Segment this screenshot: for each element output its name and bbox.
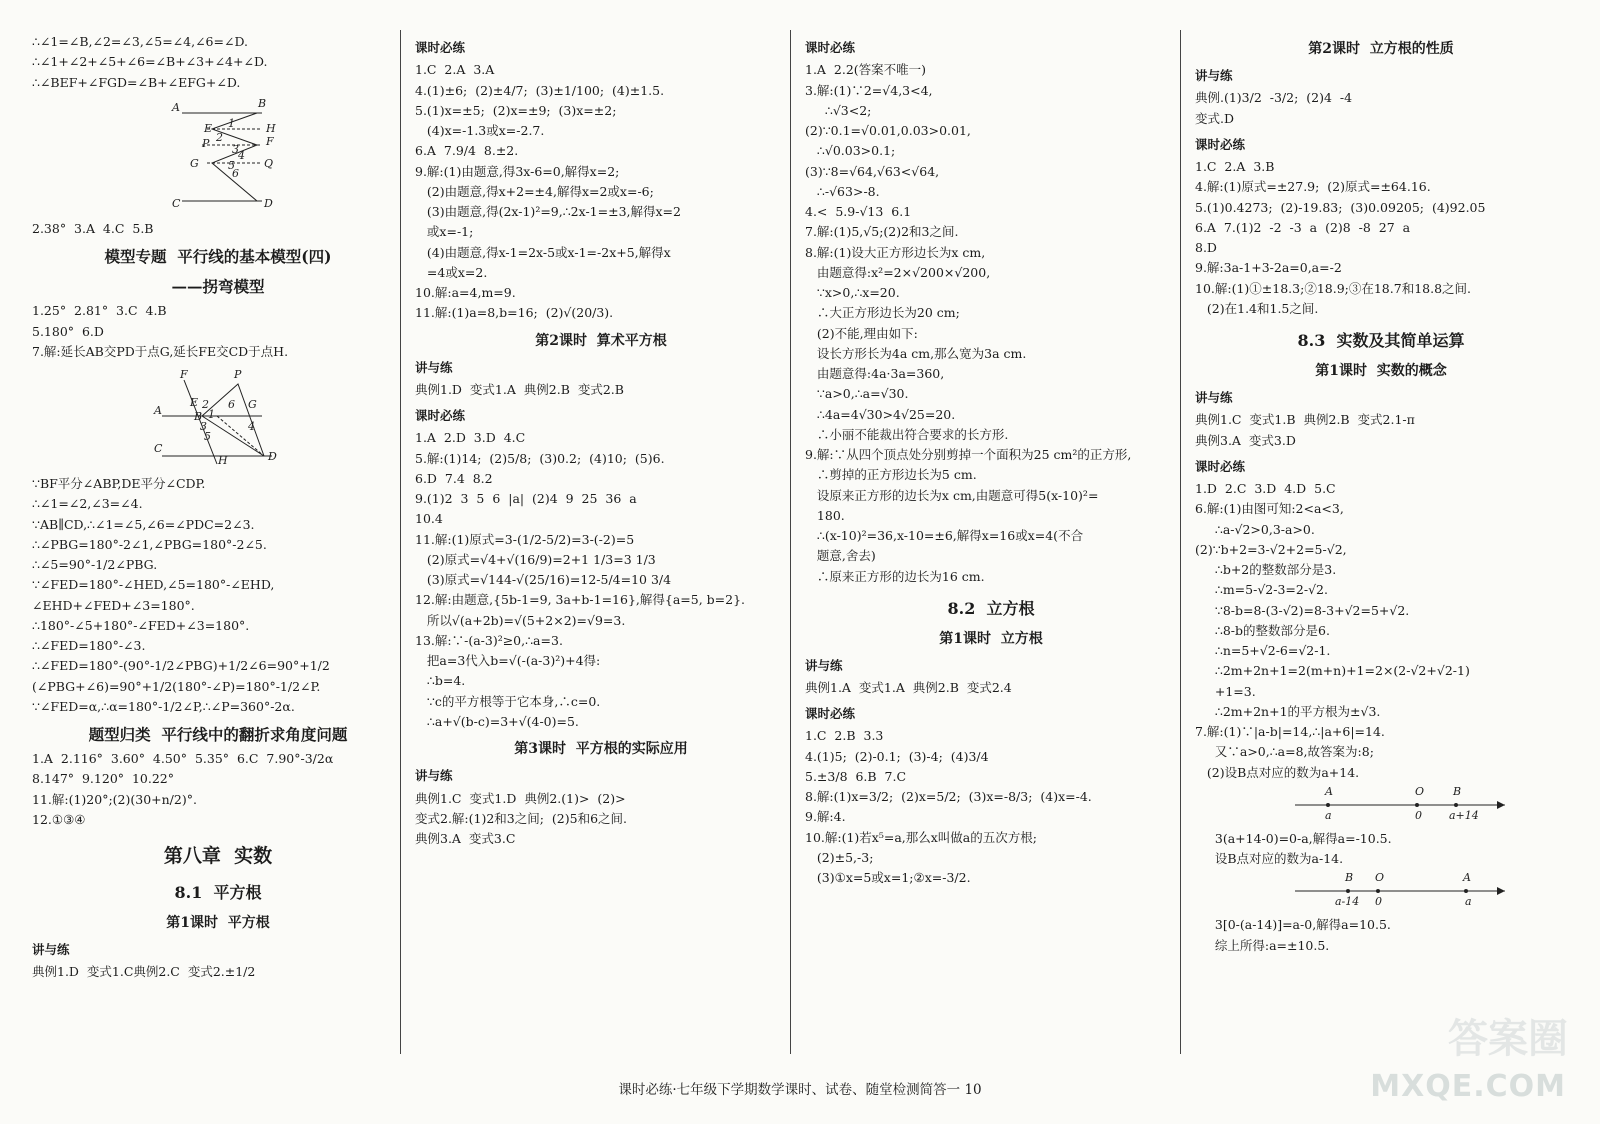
answer-line: 1.C 2.A 3.A	[415, 62, 495, 78]
answer-line: 8.解:(1)设大正方形边长为x cm,	[805, 244, 986, 260]
answer-line: 2.38° 3.A 4.C 5.B	[32, 220, 154, 236]
heading: 模型专题 平行线的基本模型(四)	[104, 247, 332, 266]
answer-line: ∴b+2的整数部分是3.	[1195, 562, 1337, 578]
figure-label: a+14	[1449, 808, 1479, 822]
figure-label: B	[1345, 873, 1354, 885]
answer-line: (2)∵0.1=√0.01,0.03>0.01,	[805, 123, 971, 138]
answer-line: 由题意得:4a·3a=360,	[805, 366, 945, 381]
geometry-figure	[32, 97, 404, 215]
geometry-figure	[32, 366, 404, 470]
heading: 第1课时 实数的概念	[1315, 362, 1447, 379]
answer-line: 3[0-(a-14)]=a-0,解得a=10.5.	[1195, 917, 1391, 933]
answer-line: 10.解:(1)①±18.3;②18.9;③在18.7和18.8之间.	[1195, 280, 1471, 296]
column-divider	[400, 30, 401, 1054]
figure-label: H	[218, 454, 228, 468]
answer-line: 又∵a>0,∴a=8,故答案为:8;	[1195, 744, 1374, 760]
answer-line: ∴8-b的整数部分是6.	[1195, 622, 1330, 638]
answer-line: ∴剪掉的正方形边长为5 cm.	[805, 467, 977, 483]
answer-line: 9.(1)2 3 5 6 |a| (2)4 9 25 36 a	[415, 491, 637, 507]
answer-line: ∴a+√(b-c)=3+√(4-0)=5.	[415, 713, 579, 729]
answer-line: 9.解:4.	[805, 809, 846, 825]
answer-line: 11.解:(1)a=8,b=16; (2)√(20/3).	[415, 305, 614, 321]
answer-line: ∠EHD+∠FED+∠3=180°.	[32, 597, 195, 613]
answer-line: 由题意得:x²=2×√200×√200,	[805, 264, 991, 280]
answer-line: 变式2.解:(1)2和3之间; (2)5和6之间.	[415, 810, 627, 826]
answer-line: 典例1.C 变式1.B 典例2.B 变式2.1-π	[1195, 412, 1415, 428]
answer-line: ∴小丽不能裁出符合要求的长方形.	[805, 426, 1009, 442]
answer-line: ∵x>0,∴x=20.	[805, 285, 900, 300]
answer-line: +1=3.	[1195, 683, 1256, 699]
figure-label: 2	[216, 130, 223, 144]
answer-line: ∵BF平分∠ABP,DE平分∠CDP.	[32, 476, 206, 492]
answer-line: 3.解:(1)∵2=√4,3<4,	[805, 82, 933, 98]
figure-label: F	[266, 134, 274, 148]
figure-label: G	[190, 156, 199, 170]
figure-label: G	[248, 398, 257, 412]
figure-label: 4	[238, 148, 245, 162]
figure-label: O	[1415, 786, 1425, 798]
answer-line: 11.解:(1)原式=3-(1/2-5/2)=3-(-2)=5	[415, 531, 635, 547]
answer-line: 180.	[805, 507, 845, 523]
answer-line: ∴∠PBG=180°-2∠1,∠PBG=180°-2∠5.	[32, 536, 267, 552]
answer-line: ∴2m+2n+1的平方根为±√3.	[1195, 703, 1381, 719]
subheading: 课时必练	[1195, 136, 1246, 152]
answer-line: ∴(x-10)²=36,x-10=±6,解得x=16或x=4(不合	[805, 528, 1084, 543]
answer-line: 12.解:由题意,{5b-1=9, 3a+b-1=16},解得{a=5, b=2}.	[415, 592, 746, 608]
answer-line: 5.(1)0.4273; (2)-19.83; (3)0.09205; (4)92.05	[1195, 199, 1486, 215]
answer-line: ∴∠1=∠2,∠3=∠4.	[32, 496, 143, 512]
figure-label: a-14	[1335, 895, 1360, 909]
column-2	[415, 30, 787, 1054]
answer-line: ∴a-√2>0,3-a>0.	[1195, 521, 1315, 537]
heading: 第2课时 立方根的性质	[1308, 41, 1454, 57]
answer-line: 设原来正方形的边长为x cm,由题意可得5(x-10)²=	[805, 487, 1099, 503]
figure-label: H	[266, 121, 276, 135]
figure-label: D	[264, 196, 273, 210]
answer-line: 典例.(1)3/2 -3/2; (2)4 -4	[1195, 90, 1353, 106]
answer-line: ∵a>0,∴a=√30.	[805, 386, 909, 402]
heading: 8.2 立方根	[947, 598, 1035, 618]
answer-line: (2)∵b+2=3-√2+2=5-√2,	[1195, 541, 1347, 557]
answer-line: (2)原式=√4+√(16/9)=2+1 1/3=3 1/3	[415, 551, 656, 567]
figure-label: E	[190, 396, 199, 410]
answer-line: 6.解:(1)由图可知:2<a<3,	[1195, 501, 1344, 517]
answer-line: 6.A 7.(1)2 -2 -3 a (2)8 -8 27 a	[1195, 219, 1411, 235]
column-divider	[790, 30, 791, 1054]
answer-line: ∵∠FED=α,∴α=180°-1/2∠P,∴∠P=360°-2α.	[32, 698, 295, 714]
answer-line: ∴2m+2n+1=2(m+n)+1=2×(2-√2+√2-1)	[1195, 663, 1470, 679]
figure-label: B	[1453, 786, 1462, 798]
answer-line: 典例1.D 变式1.C典例2.C 变式2.±1/2	[32, 964, 256, 980]
subheading: 课时必练	[805, 40, 856, 55]
answer-line: 典例3.A 变式3.D	[1195, 432, 1296, 448]
subheading: 课时必练	[1195, 458, 1246, 474]
column-1	[32, 30, 404, 1054]
subheading: 讲与练	[805, 657, 843, 673]
figure-label: 2	[202, 398, 209, 412]
figure-label: 0	[1375, 895, 1382, 909]
answer-line: ∴n=5+√2-6=√2-1.	[1195, 643, 1331, 659]
heading: 第1课时 立方根	[939, 630, 1043, 647]
figure-label: 3	[200, 420, 207, 434]
answer-line: 6.A 7.9/4 8.±2.	[415, 143, 519, 159]
answer-line: (∠PBG+∠6)=90°+1/2(180°-∠P)=180°-1/2∠P.	[32, 678, 321, 694]
subheading: 课时必练	[415, 408, 466, 424]
answer-line: 8.D	[1195, 240, 1217, 256]
subheading: 讲与练	[1195, 390, 1233, 406]
geometry-figure	[1195, 873, 1567, 911]
column-4	[1195, 30, 1567, 1054]
answer-line: ∴原来正方形的边长为16 cm.	[805, 568, 985, 584]
geometry-figure	[1195, 787, 1567, 825]
answer-line: 题意,舍去)	[805, 548, 876, 564]
answer-line: (3)①x=5或x=1;②x=-3/2.	[805, 870, 971, 886]
answer-line: (4)x=-1.3或x=-2.7.	[415, 123, 545, 138]
answer-line: 1.C 2.A 3.B	[1195, 159, 1275, 175]
figure-label: 0	[1415, 808, 1422, 822]
answer-line: 把a=3代入b=√(-(a-3)²)+4得:	[415, 653, 601, 669]
subheading: 课时必练	[415, 40, 466, 55]
heading: 第2课时 算术平方根	[535, 332, 667, 349]
answer-line: 4.解:(1)原式=±27.9; (2)原式=±64.16.	[1195, 179, 1431, 195]
answer-line: ∴m=5-√2-3=2-√2.	[1195, 582, 1328, 598]
subheading: 讲与练	[415, 359, 453, 375]
figure-label: B	[194, 410, 203, 424]
answer-line: 1.D 2.C 3.D 4.D 5.C	[1195, 481, 1336, 497]
watermark-site: MXQE.COM	[1370, 1069, 1566, 1104]
answer-line: 7.解:延长AB交PD于点G,延长FE交CD于点H.	[32, 343, 289, 359]
answer-line: 7.解:(1)∵|a-b|=14,∴|a+6|=14.	[1195, 724, 1385, 740]
answer-line: 1.A 2.116° 3.60° 4.50° 5.35° 6.C 7.90°-3/2α	[32, 751, 334, 767]
figure-label: P	[234, 368, 242, 382]
answer-line: ∴大正方形边长为20 cm;	[805, 305, 960, 321]
subheading: 讲与练	[415, 768, 453, 784]
answer-line: 4.(1)5; (2)-0.1; (3)-4; (4)3/4	[805, 748, 989, 764]
figure-label: C	[154, 442, 163, 456]
answer-line: ∴4a=4√30>4√25=20.	[805, 406, 956, 422]
watermark-logo: 答案圈	[1448, 1016, 1568, 1062]
figure-label: 5	[204, 430, 211, 444]
answer-line: =4或x=2.	[415, 264, 488, 280]
figure-label: 3	[232, 142, 239, 156]
answer-line: 9.解:(1)由题意,得3x-6=0,解得x=2;	[415, 163, 620, 179]
answer-line: ∴∠5=90°-1/2∠PBG.	[32, 557, 158, 573]
answer-line: 或x=-1;	[415, 224, 474, 240]
answer-line: ∴∠1+∠2+∠5+∠6=∠B+∠3+∠4+∠D.	[32, 54, 268, 70]
answer-line: 3(a+14-0)=0-a,解得a=-10.5.	[1195, 830, 1392, 846]
figure-label: F	[180, 368, 188, 382]
answer-line: 13.解:∵-(a-3)²≥0,∴a=3.	[415, 632, 563, 648]
answer-line: 6.D 7.4 8.2	[415, 470, 493, 486]
answer-line: 12.①③④	[32, 811, 86, 827]
answer-line: ∵AB∥CD,∴∠1=∠5,∠6=∠PDC=2∠3.	[32, 516, 255, 532]
figure-label: 1	[208, 408, 215, 422]
answer-line: (2)在1.4和1.5之间.	[1195, 300, 1319, 316]
figure-label: a	[1465, 895, 1472, 909]
answer-line: 5.(1)x=±5; (2)x=±9; (3)x=±2;	[415, 102, 617, 118]
figure-label: A	[154, 404, 162, 418]
figure-label: A	[1463, 873, 1471, 885]
answer-line: ∴180°-∠5+180°-∠FED+∠3=180°.	[32, 617, 250, 633]
answer-line: 4.< 5.9-√13 6.1	[805, 204, 912, 219]
answer-line: 1.25° 2.81° 3.C 4.B	[32, 303, 167, 319]
answer-line: 变式.D	[1195, 110, 1234, 126]
answer-line: 综上所得:a=±10.5.	[1195, 937, 1330, 953]
answer-line: 8.解:(1)x=3/2; (2)x=5/2; (3)x=-8/3; (4)x=-4.	[805, 789, 1092, 805]
figure-label: P	[202, 136, 210, 150]
column-3	[805, 30, 1177, 1054]
answer-line: ∴b=4.	[415, 673, 466, 689]
answer-line: 1.C 2.B 3.3	[805, 728, 884, 744]
answer-line: 所以√(a+2b)=√(5+2×2)=√9=3.	[415, 612, 626, 628]
heading: ——拐弯模型	[171, 277, 265, 297]
answer-line: 4.(1)±6; (2)±4/7; (3)±1/100; (4)±1.5.	[415, 82, 665, 98]
figure-label: 1	[228, 116, 235, 130]
answer-line: 设长方形长为4a cm,那么宽为3a cm.	[805, 345, 1027, 361]
watermark	[1366, 1016, 1576, 1112]
figure-label: 4	[248, 420, 255, 434]
answer-line: 设B点对应的数为a-14.	[1195, 851, 1344, 867]
figure-label: 6	[228, 398, 235, 412]
figure-label: 6	[232, 166, 239, 180]
heading: 第八章 实数	[163, 845, 273, 868]
answer-line: ∵c的平方根等于它本身,∴c=0.	[415, 693, 601, 709]
answer-line: ∴∠FED=180°-(90°-1/2∠PBG)+1/2∠6=90°+1/2	[32, 658, 330, 674]
figure-label: C	[172, 196, 181, 210]
answer-line: 1.A 2.D 3.D 4.C	[415, 430, 526, 446]
answer-line: ∴∠1=∠B,∠2=∠3,∠5=∠4,∠6=∠D.	[32, 34, 249, 49]
heading: 第3课时 平方根的实际应用	[514, 741, 688, 758]
column-divider	[1180, 30, 1181, 1054]
heading: 题型归类 平行线中的翻折求角度问题	[88, 725, 348, 745]
subheading: 课时必练	[805, 706, 856, 722]
answer-line: (3)∵8=√64,√63<√64,	[805, 163, 940, 179]
answer-line: (3)原式=√144-√(25/16)=12-5/4=10 3/4	[415, 572, 672, 588]
answer-line: (3)由题意,得(2x-1)²=9,∴2x-1=±3,解得x=2	[415, 204, 681, 219]
figure-label: D	[268, 450, 277, 464]
figure-label: A	[1325, 786, 1333, 798]
answer-line: ∵∠FED=180°-∠HED,∠5=180°-∠EHD,	[32, 577, 275, 593]
answer-line: (2)设B点对应的数为a+14.	[1195, 764, 1360, 780]
answer-line: 10.解:(1)若x⁵=a,那么x叫做a的五次方根;	[805, 829, 1037, 845]
answer-line: ∴-√63>-8.	[805, 183, 880, 199]
subheading: 讲与练	[32, 941, 70, 957]
answer-line: 9.解:∵从四个顶点处分别剪掉一个面积为25 cm²的正方形,	[805, 447, 1132, 462]
answer-line: 典例1.A 变式1.A 典例2.B 变式2.4	[805, 679, 1012, 695]
figure-label: Q	[264, 156, 274, 170]
figure-label: a	[1325, 808, 1332, 822]
answer-line: (2)由题意,得x+2=±4,解得x=2或x=-6;	[415, 183, 654, 199]
heading: 8.1 平方根	[174, 882, 262, 902]
heading: 8.3 实数及其简单运算	[1297, 331, 1465, 351]
figure-label: O	[1375, 873, 1385, 885]
answer-line: 典例1.C 变式1.D 典例2.(1)> (2)>	[415, 790, 626, 806]
figure-label: E	[204, 121, 213, 135]
answer-line: (4)由题意,得x-1=2x-5或x-1=-2x+5,解得x	[415, 244, 671, 260]
figure-label: A	[172, 100, 180, 114]
answer-line: ∴√0.03>0.1;	[805, 143, 896, 159]
answer-line: 1.A 2.2(答案不唯一)	[805, 62, 927, 78]
answer-line: ∵8-b=8-(3-√2)=8-3+√2=5+√2.	[1195, 602, 1410, 618]
answer-line: 5.解:(1)14; (2)5/8; (3)0.2; (4)10; (5)6.	[415, 450, 665, 466]
page-footer: 课时必练·七年级下学期数学课时、试卷、随堂检测简答一 10	[618, 1082, 982, 1098]
answer-line: 典例1.D 变式1.A 典例2.B 变式2.B	[415, 381, 624, 397]
answer-line: ∴√3<2;	[805, 102, 872, 118]
answer-line: 7.解:(1)5,√5;(2)2和3之间.	[805, 224, 959, 240]
figure-label: 5	[228, 158, 235, 172]
subheading: 讲与练	[1195, 68, 1233, 84]
answer-line: 9.解:3a-1+3-2a=0,a=-2	[1195, 260, 1342, 276]
answer-line: 典例3.A 变式3.C	[415, 831, 516, 847]
answer-line: ∴∠FED=180°-∠3.	[32, 638, 146, 654]
answer-line: 10.解:a=4,m=9.	[415, 285, 516, 300]
answer-line: 8.147° 9.120° 10.22°	[32, 771, 174, 787]
answer-line: (2)不能,理由如下:	[805, 325, 918, 341]
figure-label: B	[258, 96, 267, 110]
answer-line: 5.180° 6.D	[32, 323, 104, 339]
answer-line: (2)±5,-3;	[805, 849, 874, 865]
answer-line: 10.4	[415, 511, 443, 527]
answer-line: 5.±3/8 6.B 7.C	[805, 768, 907, 784]
answer-line: ∴∠BEF+∠FGD=∠B+∠EFG+∠D.	[32, 74, 241, 90]
heading: 第1课时 平方根	[166, 914, 270, 931]
answer-line: 11.解:(1)20°;(2)(30+n/2)°.	[32, 791, 197, 807]
